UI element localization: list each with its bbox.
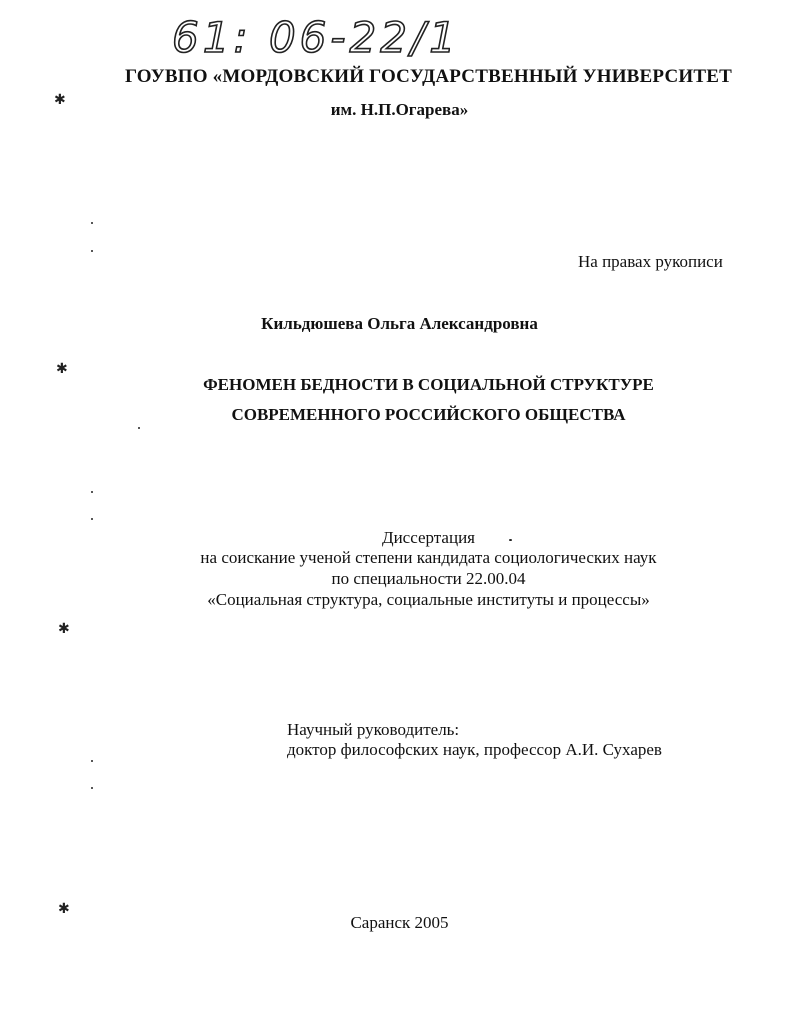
- thesis-title-line1: ФЕНОМЕН БЕДНОСТИ В СОЦИАЛЬНОЙ СТРУКТУРЕ: [203, 375, 654, 394]
- scan-mark-star-icon: ✱: [56, 361, 68, 377]
- city-year: Саранск 2005: [350, 913, 449, 932]
- degree-description: на соискание ученой степени кандидата социологических наук: [200, 548, 657, 567]
- scan-dot: [138, 427, 140, 429]
- scan-dot: [91, 491, 93, 493]
- scan-dot: [91, 787, 93, 789]
- specialty-name: «Социальная структура, социальные институты и процессы»: [207, 590, 650, 609]
- scan-mark-star-icon: ✱: [58, 901, 70, 917]
- thesis-title-line2: СОВРЕМЕННОГО РОССИЙСКОГО ОБЩЕСТВА: [231, 405, 626, 424]
- author-name: Кильдюшева Ольга Александровна: [261, 314, 538, 333]
- scan-mark-star-icon: ✱: [54, 92, 66, 108]
- scan-mark-star-icon: ✱: [58, 621, 70, 637]
- supervisor-name: доктор философских наук, профессор А.И. Сухарев: [287, 740, 662, 759]
- handwritten-code-text: 61: 06-22/1: [172, 13, 450, 62]
- scan-dot: [91, 250, 93, 252]
- scan-dot: [509, 539, 512, 541]
- supervisor-label: Научный руководитель:: [287, 720, 460, 739]
- handwritten-archive-code: [170, 6, 450, 66]
- dissertation-type: Диссертация: [381, 528, 475, 547]
- scan-dot: [91, 518, 93, 520]
- handwritten-code-graphic: [170, 6, 450, 66]
- specialty-code: по специальности 22.00.04: [331, 569, 526, 588]
- scan-dot: [91, 760, 93, 762]
- rights-note: На правах рукописи: [578, 252, 723, 271]
- scan-dot: [91, 222, 93, 224]
- organization-name: ГОУВПО «МОРДОВСКИЙ ГОСУДАРСТВЕННЫЙ УНИВЕРСИТЕТ: [124, 66, 732, 87]
- organization-name-line2: им. Н.П.Огарева»: [330, 100, 469, 119]
